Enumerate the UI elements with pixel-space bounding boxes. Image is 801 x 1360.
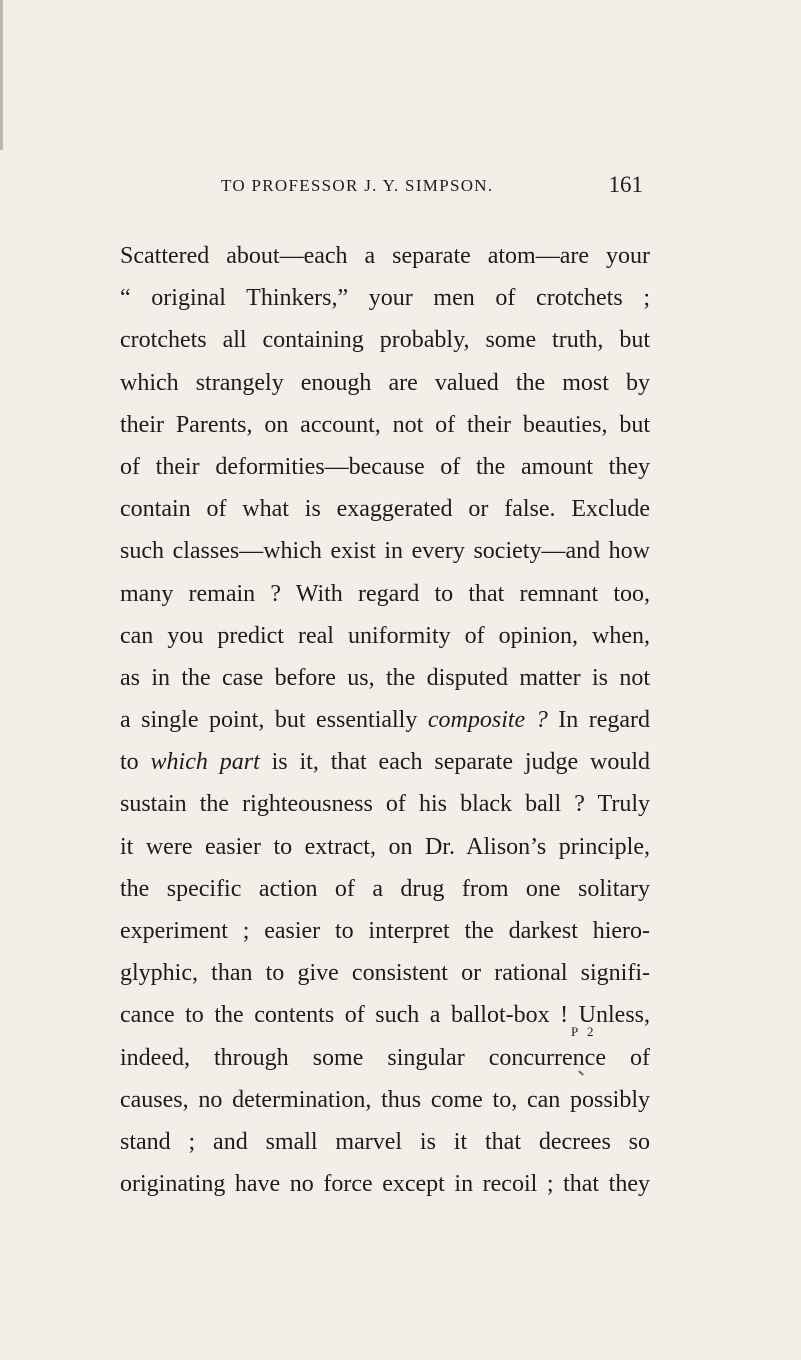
text-line: Scattered about—each a separate atom—are your: [120, 243, 650, 269]
text-line: such classes—which exist in every society—and how: [120, 538, 650, 565]
running-title: TO PROFESSOR J. Y. SIMPSON.: [221, 176, 494, 195]
text-line: can you predict real uniformity of opinion, when,: [120, 622, 650, 649]
text-line: originating have no force except in recoil ; that they: [120, 1171, 650, 1198]
italic-text-run: composite ?: [427, 707, 548, 734]
text-line: as in the case before us, the disputed matter is not: [120, 664, 650, 691]
body-text: [120, 235, 650, 1205]
text-line: of their deformities—because of the amount they: [120, 453, 650, 480]
italic-text-run: which part: [150, 749, 260, 776]
text-line: causes, no determination, thus come to, can possibly: [120, 1086, 650, 1113]
page-number: 161: [608, 172, 643, 197]
text-line: many remain ? With regard to that remnant too,: [120, 580, 650, 607]
text-line: [120, 741, 650, 783]
text-line: stand ; and small marvel is it that decrees so: [120, 1128, 650, 1155]
running-head: [221, 172, 643, 202]
text-line: which strangely enough are valued the most by: [120, 369, 650, 396]
text-run: is it, that each separate judge would: [271, 749, 651, 776]
text-line: it were easier to extract, on Dr. Alison’s principle,: [120, 833, 650, 860]
text-run: to: [120, 749, 139, 776]
text-line: indeed, through some singular concurrence of: [120, 1044, 650, 1071]
signature-mark: P 2: [571, 1024, 597, 1039]
text-line: cance to the contents of such a ballot-box ! Unless,: [120, 1002, 650, 1029]
text-line: their Parents, on account, not of their beauties, but: [120, 411, 650, 438]
text-line: “ original Thinkers,” your men of crotchets ;: [120, 285, 650, 312]
text-run: In regard: [558, 707, 651, 734]
text-line: sustain the righteousness of his black ball ? Truly: [120, 791, 650, 818]
text-line: [120, 699, 650, 741]
text-line: the specific action of a drug from one solitary: [120, 875, 650, 902]
page-edge: [0, 0, 3, 150]
text-run: a single point, but essentially: [120, 707, 418, 734]
text-line: glyphic, than to give consistent or rational signifi-: [120, 960, 650, 987]
text-line: crotchets all containing probably, some truth, but: [120, 327, 650, 354]
text-line: experiment ; easier to interpret the darkest hiero-: [120, 918, 650, 944]
text-line: contain of what is exaggerated or false. Exclude: [120, 496, 650, 523]
